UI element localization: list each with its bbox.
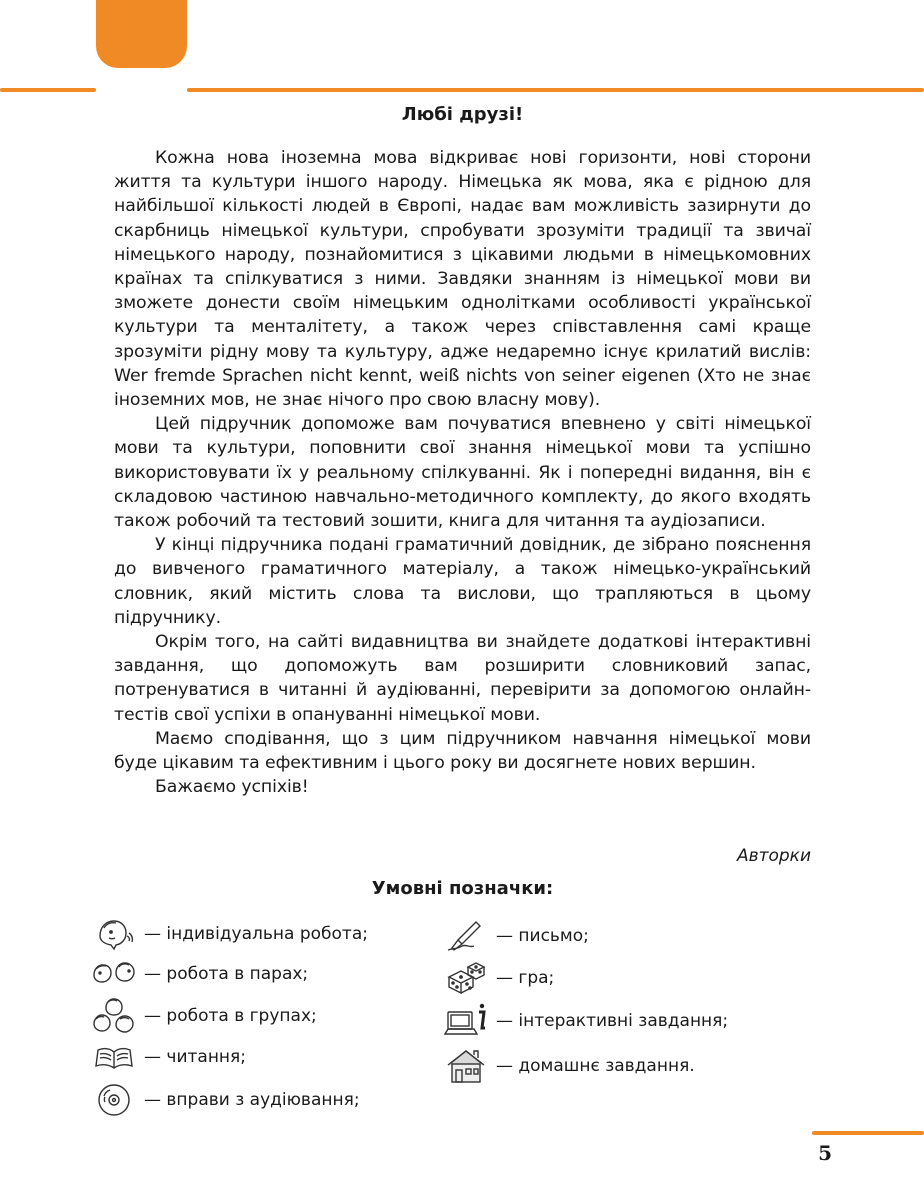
paragraph: У кінці підручника подані граматичний довідник, де зібрано пояснення до вивченого граматичного матеріалу, а також німецько-український словник, який містить слова та вислови, що трапляються в цьому підручнику. (114, 535, 811, 628)
legend-item-individual (92, 914, 368, 954)
legend-label: — читання; (144, 1047, 246, 1067)
page-number: 5 (818, 1141, 832, 1165)
group-work-icon (92, 996, 136, 1036)
legend-label: — письмо; (496, 926, 589, 946)
legend-label: — гра; (496, 968, 555, 988)
legend-label: — вправи з аудіювання; (144, 1090, 360, 1110)
reading-icon (92, 1037, 136, 1077)
paragraph: Маємо сподівання, що з цим підручником навчання німецької мови буде цікавим та ефективним і цього року ви досягнете нових вершин. (114, 728, 811, 774)
pair-work-icon (92, 954, 136, 994)
paragraph: Цей підручник допоможе вам почуватися впевнено у світі німецької мови та культури, поповнити свої знання німецької мови та успішно використовувати їх у реальному спілкуванні. Як і попередні видання, він є складовою частиною навчально-методичного комплекту, до якого входять також робочий та тестовий зошити, книга для читання та аудіозаписи. (114, 414, 811, 532)
legend-item-reading (92, 1037, 246, 1077)
legend-item-homework (444, 1046, 695, 1086)
legend-item-writing (444, 916, 589, 956)
legend-label: — домашнє завдання. (496, 1056, 695, 1076)
homework-house-icon (444, 1046, 488, 1086)
paragraph: Окрім того, на сайті видавництва ви знайдете додаткові інтерактивні завдання, що допоможуть вам розширити словниковий запас, потренуватися в читанні й аудіюванні, перевірити за допомогою онлайн-тестів свої успіхи в опануванні німецької мови. (114, 632, 811, 725)
header-rule-right (187, 88, 924, 92)
paragraph: Бажаємо успіхів! (155, 777, 309, 798)
signature: Авторки (736, 846, 811, 866)
game-dice-icon (444, 958, 488, 998)
individual-work-icon (92, 914, 136, 954)
paragraph: Кожна нова іноземна мова відкриває нові горизонти, нові сторони життя та культури іншого народу. Німецька як мова, яка є рідною для найбільшої кількості людей в Європі, надає вам можливість зазирнути до скарбниць німецької культури, спробувати зрозуміти традиції та звичаї німецького народу, познайомитися з цікавими людьми в німецькомовних країнах та спілкуватися з ними. Завдяки знанням із німецької мови ви зможете донести своїм німецьким однолітками особливості української культури та менталітету, а також через співставлення самі краще зрозуміти рідну мову та культуру, адже недаремно існує крилатий вислів: Wer fremde Sprachen nicht kennt, weiß nichts von seiner eigenen (Хто не знає іноземних мов, не знає нічого про свою власну мову). (114, 148, 811, 411)
audio-disc-icon (92, 1080, 136, 1120)
orange-corner-tab (96, 0, 187, 68)
legend-item-interactive (444, 1001, 728, 1041)
footer-rule (812, 1131, 924, 1135)
intro-text (114, 146, 811, 799)
legend-item-pairs (92, 954, 308, 994)
legend-title: Умовні позначки: (371, 878, 554, 899)
legend-item-game (444, 958, 554, 998)
legend-label: — робота в парах; (144, 964, 309, 984)
legend-label: — інтерактивні завдання; (496, 1011, 729, 1031)
page-heading: Любі друзі! (401, 104, 524, 125)
writing-icon (444, 916, 488, 956)
legend-item-groups (92, 996, 317, 1036)
header-rule-left (0, 88, 96, 92)
legend-label: — робота в групах; (144, 1006, 317, 1026)
legend-item-audio (92, 1080, 360, 1120)
interactive-laptop-icon (444, 1001, 488, 1041)
legend-label: — індивідуальна робота; (144, 924, 368, 944)
